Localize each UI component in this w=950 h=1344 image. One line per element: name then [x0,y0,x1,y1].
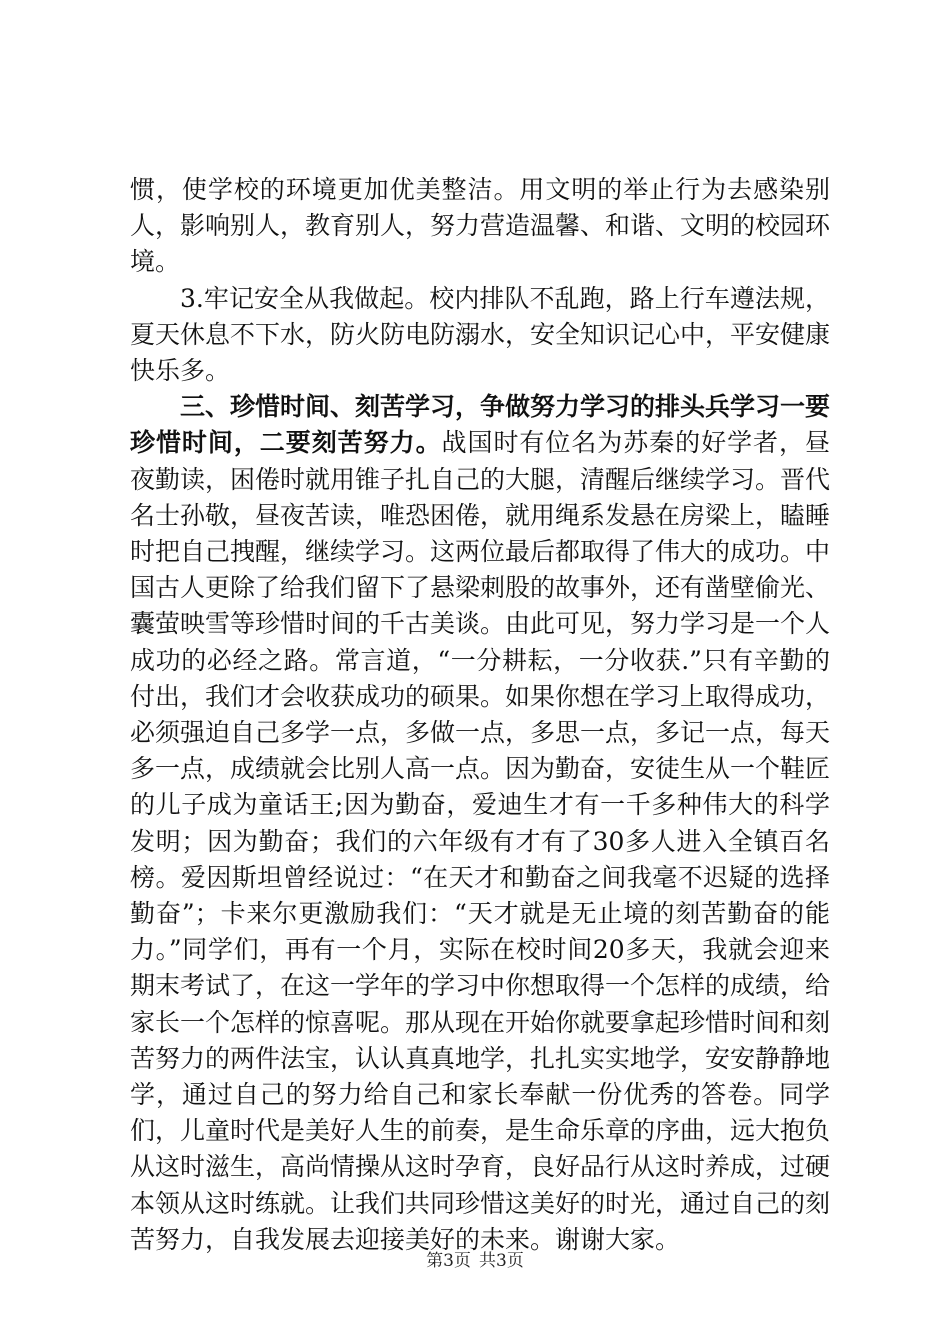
document-body [130,172,830,1258]
page-total: 共3页 [479,1251,524,1271]
section-heading: 三、珍惜时间、刻苦学习，争做努力学习的排头兵学习一要珍惜时间，二要刻苦努力。 [130,392,831,458]
paragraph-safety: 3.牢记安全从我做起。校内排队不乱跑，路上行车遵法规，夏天休息不下水，防火防电防溺水，安全知识记心中，平安健康快乐多。 [130,283,831,386]
paragraph-study [130,389,830,1258]
paragraph-environment: 惯，使学校的环境更加优美整洁。用文明的举止行为去感染别人，影响别人，教育别人，努力营造温馨、和谐、文明的校园环境。 [130,175,831,277]
page-number: 第3页 [426,1251,471,1271]
page-footer [0,1246,950,1271]
section-body: 战国时有位名为苏秦的好学者，昼夜勤读，困倦时就用锥子扎自己的大腿，清醒后继续学习。晋代名士孙敬，昼夜苦读，唯恐困倦，就用绳系发悬在房梁上，瞌睡时把自己拽醒，继续学习。这两位最后都取得了伟大的成功。中国古人更除了给我们留下了悬梁刺股的故事外，还有凿壁偷光、囊萤映雪等珍惜时间的千古美谈。由此可见，努力学习是一个人成功的必经之路。常言道，“一分耕耘，一分收获.”只有辛勤的付出，我们才会收获成功的硕果。如果你想在学习上取得成功，必须强迫自己多学一点，多做一点，多思一点，多记一点，每天多一点，成绩就会比别人高一点。因为勤奋，安徒生从一个鞋匠的儿子成为童话王;因为勤奋，爱迪生才有一千多种伟大的科学发明；因为勤奋；我们的六年级有才有了30多人进入全镇百名榜。爱因斯坦曾经说过：“在天才和勤奋之间我毫不迟疑的选择勤奋”；卡来尔更激励我们：“天才就是无止境的刻苦勤奋的能力。”同学们，再有一个月，实际在校时间20多天，我就会迎来期末考试了，在这一学年的学习中你想取得一个怎样的成绩，给家长一个怎样的惊喜呢。那从现在开始你就要拿起珍惜时间和刻苦努力的两件法宝，认认真真地学，扎扎实实地学，安安静静地学，通过自己的努力给自己和家长奉献一份优秀的答卷。同学们，儿童时代是美好人生的前奏，是生命乐章的序曲，远大抱负从这时滋生，高尚情操从这时孕育，良好品行从这时养成，过硬本领从这时练就。让我们共同珍惜这美好的时光，通过自己的刻苦努力，自我发展去迎接美好的未来。谢谢大家。 [130,428,831,1254]
